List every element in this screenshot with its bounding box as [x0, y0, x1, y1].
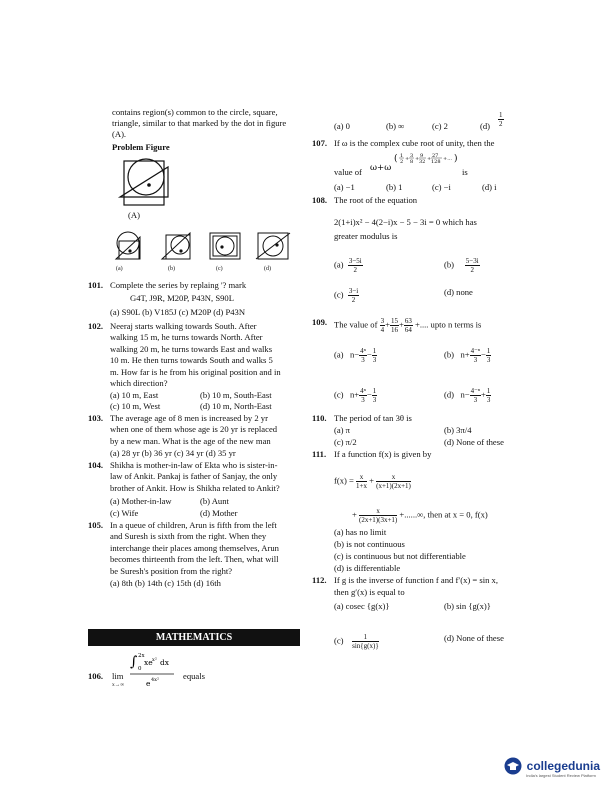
option-a: (a) 10 m, East [110, 390, 159, 400]
question-text: interchange their places among themselves, Arun [110, 543, 279, 553]
question-number: 102. [88, 321, 104, 331]
question-options: (a) 8th (b) 14th (c) 15th (d) 16th [110, 578, 221, 588]
problem-figure-a [116, 157, 176, 211]
answer-label-a: (a) [116, 266, 123, 272]
option-d: (d) 10 m, North-East [200, 401, 272, 411]
question-text: when one of them whose age is 20 yr is replaced [110, 424, 278, 434]
option-d: (d) [480, 121, 491, 131]
option-c: (c) 2 [432, 121, 448, 131]
option-c: (c) Wife [110, 508, 139, 518]
option-b: (b) is not continuous [334, 539, 405, 549]
svg-text:128: 128 [431, 159, 441, 165]
question-text: value of [334, 167, 362, 177]
question-text: walking 20 m, he turns towards East and walks [110, 344, 273, 354]
option-a: (a) 0 [334, 121, 350, 131]
option-d: (d) none [444, 287, 473, 297]
question-text: by a new man. What is the age of the new man [110, 436, 271, 446]
question-number: 108. [312, 195, 328, 205]
question-text: Neeraj starts walking towards South. After [110, 321, 257, 331]
question-text: Complete the series by replaing '? mark [110, 280, 247, 290]
question-number: 101. [88, 280, 104, 290]
svg-text:e: e [146, 679, 151, 688]
svg-text:ω+ω: ω+ω [370, 163, 392, 173]
fraction-one-half: $\frac{1}{2}$ [499, 111, 503, 128]
option-c: (c) $\frac{1}{\sin\{g(x)\}}$ [334, 633, 379, 650]
limit-subscript: x→∞ [112, 682, 125, 688]
answer-label-d: (d) [264, 266, 271, 272]
question-text: If ω is the complex cube root of unity, then the [334, 138, 495, 148]
option-c: (c) is continuous but not differentiable [334, 551, 466, 561]
option-b: (b) 1 [386, 182, 403, 192]
question-number: 105. [88, 520, 104, 530]
function-definition-cont: + $\frac{x}{(2x+1)(3x+1)}$ +......∞, then at x = 0, f(x) [352, 507, 488, 524]
svg-text:xe: xe [144, 658, 153, 667]
question-options: (a) 28 yr (b) 36 yr (c) 34 yr (d) 35 yr [110, 448, 236, 458]
option-c: (c) π/2 [334, 437, 357, 447]
question-text: then g′(x) is equal to [334, 587, 405, 597]
question-number: 106. [88, 671, 104, 681]
svg-text:2x: 2x [138, 653, 145, 659]
question-text: G4T, J9R, M20P, P43N, S90L [130, 293, 234, 303]
question-number: 109. [312, 317, 328, 327]
svg-text:∫: ∫ [130, 654, 138, 670]
brand-tagline: India's largest Student Review Platform [526, 773, 596, 778]
question-number: 107. [312, 138, 328, 148]
graduation-cap-icon [504, 757, 522, 775]
svg-text:0: 0 [138, 666, 142, 672]
option-a: (a) has no limit [334, 527, 387, 537]
option-d: (d) None of these [444, 437, 504, 447]
omega-expression [370, 149, 490, 173]
question-text: is [462, 167, 468, 177]
option-a: (a) −1 [334, 182, 355, 192]
option-b: (b) 10 m, South-East [200, 390, 272, 400]
option-a: (a) n− $\frac{\text{4ⁿ}}{3}$ − $\frac{1}{3}$ [334, 347, 377, 364]
svg-text:+...: +... [443, 156, 452, 162]
question-text: The value of $\frac{3}{4}$ + $\frac{15}{16}$ + $\frac{63}{64}$ +.... upto n terms is [334, 317, 482, 334]
option-a: (a) Mother-in-law [110, 496, 172, 506]
intro-line: triangle, similar to that marked by the dot in figure [112, 118, 287, 128]
intro-line: (A). [112, 129, 127, 139]
svg-text:27: 27 [432, 153, 439, 159]
question-text: greater modulus is [334, 231, 398, 241]
question-options: (a) S90L (b) V185J (c) M20P (d) P43N [110, 307, 246, 317]
question-number: 110. [312, 413, 327, 423]
svg-text:1: 1 [400, 153, 404, 159]
question-text: be Suresh's position from the right? [110, 566, 233, 576]
svg-text:+: + [415, 156, 420, 162]
option-a: (a) cosec {g(x)} [334, 601, 390, 611]
option-a: (a) $\frac{3-5i}{2}$ [334, 257, 362, 274]
question-number: 112. [312, 575, 327, 585]
function-definition: f(x) = $\frac{x}{1+x}$ + $\frac{x}{(x+1)(2x+1)}$ [334, 473, 411, 490]
svg-text:8: 8 [410, 159, 414, 165]
option-d: (d) n− $\frac{\text{4⁻ⁿ}}{3}$ + $\frac{1}{3}$ [444, 387, 491, 404]
answer-figures [110, 229, 300, 265]
problem-figure-heading: Problem Figure [112, 142, 170, 152]
question-text: If a function f(x) is given by [334, 449, 432, 459]
option-b: (b) Aunt [200, 496, 229, 506]
option-d: (d) i [482, 182, 497, 192]
option-b: (b) sin {g(x)} [444, 601, 491, 611]
answer-label-b: (b) [168, 266, 175, 272]
option-b: (b) n+ $\frac{\text{4⁻ⁿ}}{3}$ − $\frac{1}{3}$ [444, 347, 491, 364]
question-text: The root of the equation [334, 195, 418, 205]
svg-text:9: 9 [420, 153, 424, 159]
question-text: which direction? [110, 378, 168, 388]
question-number: 111. [312, 449, 327, 459]
answer-label-c: (c) [216, 266, 223, 272]
section-heading: MATHEMATICS [88, 629, 300, 646]
limit-fraction [128, 650, 180, 692]
question-text: The period of tan 3θ is [334, 413, 412, 423]
svg-text:(: ( [394, 154, 398, 164]
question-text: m. How far is he from his original position and in [110, 367, 281, 377]
question-text: 10 m. He then turns towards South and walks 5 [110, 355, 273, 365]
option-d: (d) is differentiable [334, 563, 401, 573]
question-number: 103. [88, 413, 104, 423]
svg-text:2: 2 [400, 159, 404, 165]
question-text: equals [183, 671, 205, 681]
question-text: The average age of 8 men is increased by 2 yr [110, 413, 268, 423]
option-d: (d) Mother [200, 508, 238, 518]
option-c: (c) $\frac{3-i}{2}$ [334, 287, 359, 304]
svg-text:x²: x² [152, 657, 157, 663]
option-b: (b) 3π/4 [444, 425, 472, 435]
figure-a-label: (A) [128, 210, 140, 220]
svg-text:+: + [405, 156, 410, 162]
svg-text:): ) [454, 154, 458, 164]
question-text: and Suresh is sixth from the right. When they [110, 531, 267, 541]
brand-logo [504, 757, 600, 778]
equation: 2(1+i)x² − 4(2−i)x − 5 − 3i = 0 which has [334, 217, 477, 227]
brand-name: collegedunia [526, 758, 600, 773]
option-c: (c) 10 m, West [110, 401, 161, 411]
question-text: brother of Ankit. How is Shikha related to Ankit? [110, 483, 280, 493]
option-b: (b) $\frac{5-3i}{2}$ [444, 257, 479, 274]
svg-text:dx: dx [160, 658, 170, 667]
question-text: walking 15 m, he turns towards North. After [110, 332, 263, 342]
question-text: In a queue of children, Arun is fifth from the left [110, 520, 277, 530]
question-text: becomes thirteenth from the left. Then, what will [110, 554, 279, 564]
svg-text:32: 32 [419, 159, 426, 165]
option-b: (b) ∞ [386, 121, 405, 131]
svg-text:+: + [427, 156, 432, 162]
option-a: (a) π [334, 425, 351, 435]
option-c: (c) n+ $\frac{\text{4ⁿ}}{3}$ − $\frac{1}{3}$ [334, 387, 377, 404]
question-text: Shikha is mother-in-law of Ekta who is sister-in- [110, 460, 278, 470]
question-text: If g is the inverse of function f and f′(x) = sin x, [334, 575, 498, 585]
question-number: 104. [88, 460, 104, 470]
svg-text:4x²: 4x² [151, 677, 160, 683]
option-c: (c) −i [432, 182, 451, 192]
svg-text:3: 3 [410, 153, 414, 159]
question-text: law of Ankit. Pankaj is father of Sanjay, the only [110, 471, 278, 481]
limit-symbol: lim [112, 671, 124, 681]
option-d: (d) None of these [444, 633, 504, 643]
intro-line: contains region(s) common to the circle, square, [112, 107, 278, 117]
